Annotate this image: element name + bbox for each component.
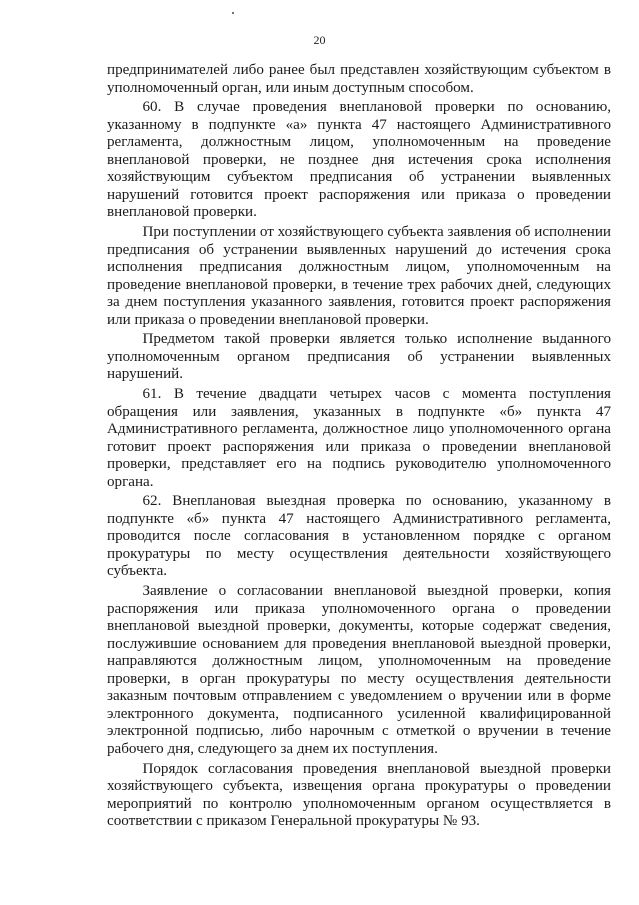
paragraph-62: 62. Внеплановая выездная проверка по основанию, указанному в подпункте «б» пункта 47 настоящего Административного регламента, проводится после согласования в установленном порядке с органом прокуратуры по месту осуществления деятельности хозяйствующего субъекта. (107, 493, 611, 580)
paragraph-approval-procedure: Порядок согласования проведения внеплановой выездной проверки хозяйствующего субъекта, извещения органа прокуратуры о проведении мероприятий по контролю уполномоченным органом осуществляется в соответствии с приказом Генеральной прокуратуры № 93. (107, 760, 611, 830)
paragraph-continued: предпринимателей либо ранее был представлен хозяйствующим субъектом в уполномоченный орган, или иным доступным способом. (107, 62, 611, 96)
paragraph-receipt-of-statement: При поступлении от хозяйствующего субъекта заявления об исполнении предписания об устранении выявленных нарушений до истечения срока исполнения предписания должностным лицом, уполномоченным на проведение внеплановой проверки, в течение трех рабочих дней, следующих за днем поступления указанного заявления, готовится проект распоряжения или приказа о проведении внеплановой проверки. (107, 224, 611, 328)
page-number: 20 (313, 33, 326, 47)
paragraph-60: 60. В случае проведения внеплановой проверки по основанию, указанному в подпункте «а» пункта 47 настоящего Административного регламента, должностным лицом, уполномоченным на проведение внеплановой проверки, не позднее дня истечения срока исполнения хозяйствующим субъектом предписания об устранении выявленных нарушений готовится проект распоряжения или приказа о проведении внеплановой проверки. (107, 99, 611, 221)
paragraph-61: 61. В течение двадцати четырех часов с момента поступления обращения или заявления, указанных в подпункте «б» пункта 47 Административного регламента, должностное лицо уполномоченного органа готовит проект распоряжения или приказа о проведении внеплановой проверки, представляет его на подпись руководителю уполномоченного органа. (107, 386, 611, 490)
paragraph-subject-of-inspection: Предметом такой проверки является только исполнение выданного уполномоченным органом предписания об устранении выявленных нарушений. (107, 331, 611, 383)
paragraph-approval-application: Заявление о согласовании внеплановой выездной проверки, копия распоряжения или приказа уполномоченного органа о проведении внеплановой выездной проверки, документы, которые содержат сведения, послужившие основанием для проведения внеплановой выездной проверки, направляются должностным лицом, уполномоченным на проведение проверки, в орган прокуратуры по месту осуществления деятельности заказным почтовым отправлением с уведомлением о вручении или в форме электронного документа, подписанного усиленной квалифицированной электронной подписью, либо нарочным с отметкой о вручении в течение рабочего дня, следующего за днем их поступления. (107, 583, 611, 757)
scan-speck (232, 12, 234, 14)
document-body (107, 62, 611, 833)
